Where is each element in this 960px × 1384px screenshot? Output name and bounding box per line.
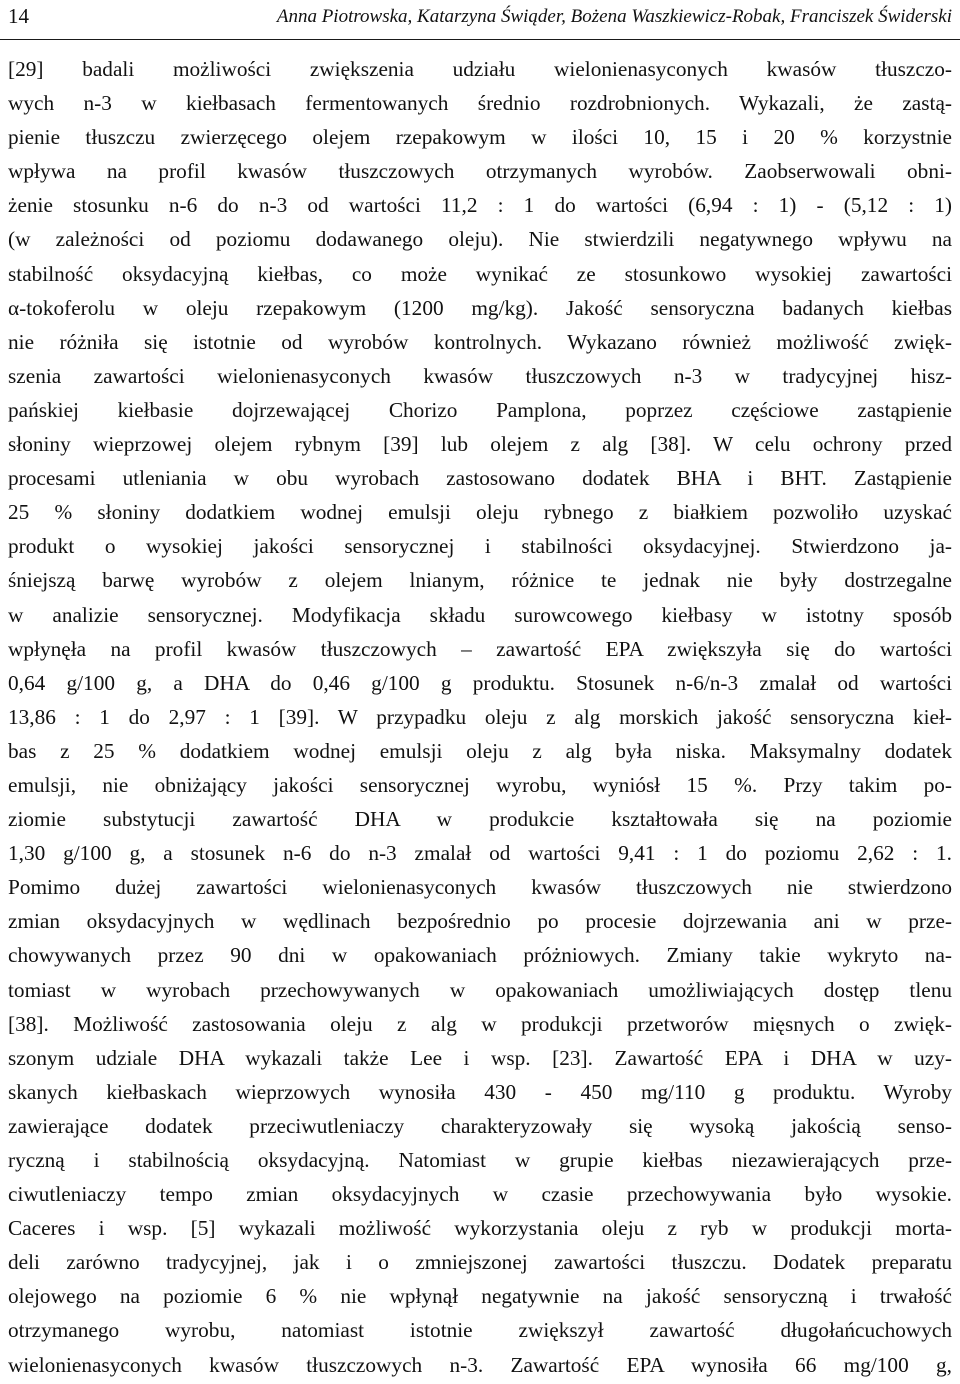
text-line: 25 % słoniny dodatkiem wodnej emulsji oleju rybnego z białkiem pozwoliło uzyskać: [8, 500, 952, 525]
text-line: olejowego na poziomie 6 % nie wpłynął negatywnie na jakość sensoryczną i trwałość: [8, 1284, 952, 1309]
page-header: [0, 0, 960, 40]
text-line: żenie stosunku n-6 do n-3 od wartości 11,2 : 1 do wartości (6,94 : 1) - (5,12 : 1): [8, 193, 952, 218]
text-line: skanych kiełbaskach wieprzowych wynosiła 430 - 450 mg/110 g produktu. Wyroby: [8, 1079, 952, 1104]
text-line: nie różniła się istotnie od wyrobów kontrolnych. Wykazano również możliwość zwięk-: [8, 329, 952, 354]
text-line: Pomimo dużej zawartości wielonienasyconych kwasów tłuszczowych nie stwierdzono: [8, 875, 952, 900]
text-line: śniejszą barwę wyrobów z olejem lnianym, różnice te jednak nie były dostrzegalne: [8, 568, 952, 593]
page-number: 14: [8, 4, 29, 28]
text-line: wpływa na profil kwasów tłuszczowych otrzymanych wyrobów. Zaobserwowali obni-: [8, 159, 952, 184]
text-line: [29] badali możliwości zwiększenia udziału wielonienasyconych kwasów tłuszczo-: [8, 57, 952, 81]
text-line: zawierające dodatek przeciwutleniaczy charakteryzowały się wysoką jakością senso-: [8, 1113, 952, 1138]
text-line: 0,64 g/100 g, a DHA do 0,46 g/100 g produktu. Stosunek n-6/n-3 zmalał od wartości: [8, 670, 952, 695]
text-line: emulsji, nie obniżający jakości sensorycznej wyrobu, wyniósł 15 %. Przy takim po-: [8, 772, 952, 797]
text-line: [38]. Możliwość zastosowania oleju z alg w produkcji przetworów mięsnych o zwięk-: [8, 1011, 952, 1036]
text-line: 13,86 : 1 do 2,97 : 1 [39]. W przypadku oleju z alg morskich jakość sensoryczna kieł-: [8, 704, 952, 729]
text-line: szenia zawartości wielonienasyconych kwasów tłuszczowych n-3 w tradycyjnej hisz-: [8, 363, 952, 388]
text-line: Caceres i wsp. [5] wykazali możliwość wykorzystania oleju z ryb w produkcji morta-: [8, 1216, 952, 1241]
text-line: pienie tłuszczu zwierzęcego olejem rzepakowym w ilości 10, 15 i 20 % korzystnie: [8, 125, 952, 150]
body-paragraph: [8, 52, 952, 1382]
text-line: 1,30 g/100 g, a stosunek n-6 do n-3 zmalał od wartości 9,41 : 1 do poziomu 2,62 : 1.: [8, 841, 952, 866]
text-line: produkt o wysokiej jakości sensorycznej i stabilności oksydacyjnej. Stwierdzono ja-: [8, 534, 952, 559]
running-head-authors: Anna Piotrowska, Katarzyna Świąder, Bożena Waszkiewicz-Robak, Franciszek Świderski: [276, 6, 952, 27]
text-line: chowywanych przez 90 dni w opakowaniach próżniowych. Zmiany takie wykryto na-: [8, 943, 952, 968]
text-line: wielonienasyconych kwasów tłuszczowych n-3. Zawartość EPA wynosiła 66 mg/100 g,: [8, 1352, 952, 1377]
text-line: otrzymanego wyrobu, natomiast istotnie zwiększył zawartość długołańcuchowych: [8, 1318, 952, 1343]
text-line: (w zależności od poziomu dodawanego oleju). Nie stwierdzili negatywnego wpływu na: [8, 227, 952, 252]
text-line: ciwutleniaczy tempo zmian oksydacyjnych w czasie przechowywania było wysokie.: [8, 1182, 952, 1207]
text-line: wpłynęła na profil kwasów tłuszczowych – zawartość EPA zwiększyła się do wartości: [8, 636, 952, 661]
text-line: w analizie sensorycznej. Modyfikacja składu surowcowego kiełbasy w istotny sposób: [8, 602, 952, 627]
text-line: wych n-3 w kiełbasach fermentowanych średnio rozdrobnionych. Wykazali, że zastą-: [8, 91, 952, 116]
text-line: procesami utleniania w obu wyrobach zastosowano dodatek BHA i BHT. Zastąpienie: [8, 466, 952, 491]
text-line: tomiast w wyrobach przechowywanych w opakowaniach umożliwiających dostęp tlenu: [8, 977, 952, 1002]
text-line: stabilność oksydacyjną kiełbas, co może wynikać ze stosunkowo wysokiej zawartości: [8, 261, 952, 286]
text-line: ryczną i stabilnością oksydacyjną. Natomiast w grupie kiełbas niezawierających prze-: [8, 1148, 952, 1172]
text-line: bas z 25 % dodatkiem wodnej emulsji oleju z alg była niska. Maksymalny dodatek: [8, 738, 952, 763]
text-line: α-tokoferolu w oleju rzepakowym (1200 mg/kg). Jakość sensoryczna badanych kiełbas: [8, 295, 952, 320]
text-line: szonym udziale DHA wykazali także Lee i wsp. [23]. Zawartość EPA i DHA w uzy-: [8, 1045, 952, 1070]
text-line: słoniny wieprzowej olejem rybnym [39] lub olejem z alg [38]. W celu ochrony przed: [8, 432, 952, 457]
text-line: zmian oksydacyjnych w wędlinach bezpośrednio po procesie dojrzewania ani w prze-: [8, 909, 952, 934]
text-line: pańskiej kiełbasie dojrzewającej Chorizo Pamplona, poprzez częściowe zastąpienie: [8, 397, 952, 422]
text-line: ziomie substytucji zawartość DHA w produkcie kształtowała się na poziomie: [8, 807, 952, 832]
text-line: deli zarówno tradycyjnej, jak i o zmniejszonej zawartości tłuszczu. Dodatek preparatu: [8, 1250, 952, 1275]
